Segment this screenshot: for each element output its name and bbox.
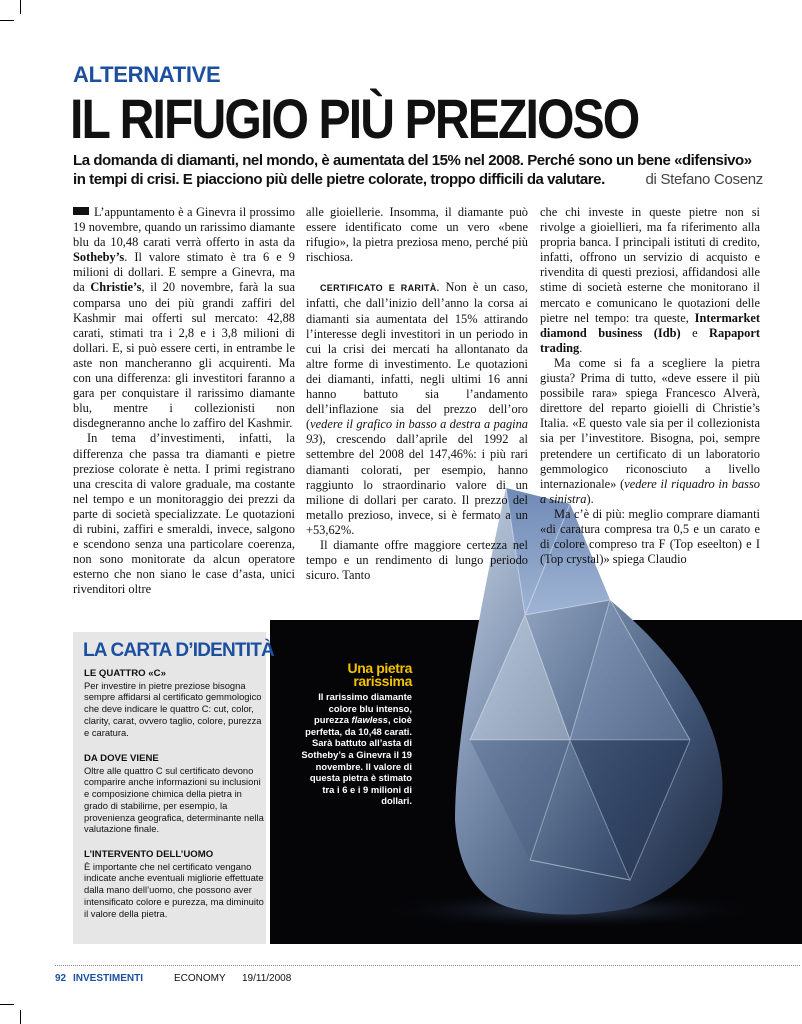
paragraph: Ma come si fa a scegliere la pietra giusta? Prima di tutto, «deve essere il più possibile rara» spiega Francesco Alverà, direttore del reparto gioielli di Christie’s Italia. «E questo vale sia per il collezionista sia per l’investitore. Bisogna, poi, sempre pretendere un certificato di un laboratorio gemmologico riconosciuto a livello internazionale» (vedere il riquadro in basso a sinistra). [540,355,760,506]
lead-square-icon [73,207,89,215]
sothebys-name: Sotheby’s [73,250,125,265]
footer-rule [55,965,800,966]
christies-name: Christie’s [90,280,142,295]
box-title: LA CARTA D’IDENTITÀ [83,640,274,661]
deck-line-1: La domanda di diamanti, nel mondo, è aumentata del 15% nel 2008. Perché sono un bene «difensivo» [73,152,752,169]
crop-mark [0,20,14,21]
paragraph: Ma c’è di più: meglio comprare diamanti «di caratura compresa tra 0,5 e un carato e di colore compreso tra F (Top eseelton) e I (Top crystal)» spiega Claudio [540,506,760,567]
box-section-four-c [84,668,264,738]
article-deck [73,151,763,189]
caption-text: Il rarissimo diamante colore blu intenso, purezza flawless, cioè perfetta, da 10,48 carati. Sarà battuto all’asta di Sotheby’s a Ginevra il 19 novembre. Il valore di questa pietra è stimato tra i 6 e i 9 milioni di dollari. [301,691,412,807]
paragraph: alle gioiellerie. Insomma, il diamante può essere identificato come un vero «bene rifugio», la pietra preziosa meno, perché più rischiosa. [306,205,528,265]
caption-title: Una pietra rarissima [347,660,412,689]
idb-name: Intermarket diamond business (Idb) [540,310,760,340]
box-section-text: Per investire in pietre preziose bisogna sempre affidarsi al certificato gemmologico che deve indicare le quattro C: cut, color, clarity, carat, ovvero taglio, colore, purezza e caratura. [84,679,262,738]
paragraph: In tema d’investimenti, infatti, la differenza che passa tra diamanti e pietre preziose colorate è netta. I primi registrano una crescita di valore graduale, ma costante nel tempo e un monitoraggio dei prezzi da parte di società specializzate. Le quotazioni di rubini, zaffiri e smeraldi, invece, salgono e scendono senza una particolare coerenza, non sono monitorate da alcun operatore esterno che non siano le case d’asta, unici rivenditori oltre [73,431,295,597]
byline: di Stefano Cosenz [645,171,763,188]
paragraph: L’appuntamento è a Ginevra il prossimo 19 novembre, quando un rarissimo diamante blu da 10,48 carati verrà offerto in asta da Sotheby’s. Il valore stimato è tra 6 e 9 milioni di dollari. E sempre a Ginevra, ma da Christie’s, il 20 novembre, farà la sua comparsa uno dei più grandi zaffiri del Kashmir mai offerti sul mercato: 42,88 carati, stimati tra i 2,8 e i 3,8 milioni di dollari. E, si può essere certi, in entrambe le aste non mancheranno gli acquirenti. Ma con una differenza: gli investitori faranno a gara per conquistare il rarissimo diamante blu, mentre i collezionisti non disdegneranno anche lo zaffiro del Kashmir. [73,205,295,431]
box-section-heading: DA DOVE VIENE [84,753,159,764]
footer-magazine: ECONOMY [174,973,226,984]
paragraph: CERTIFICATO E RARITÀ. Non è un caso, infatti, che dall’inizio dell’anno la corsa ai diamanti sia aumentata del 15% attirando l’interesse degli investitori in un periodo in cui la crisi dei mercati ha allontanato da altre forme di investimento. Le quotazioni dei diamanti, infatti, negli ultimi 16 anni hanno battuto sia l’andamento dell’inflazione sia del prezzo dell’oro (vedere il grafico in basso a destra a pagina 93), crescendo dall’aprile del 1992 al settembre del 2008 del 147,46%: i più rari diamanti colorati, per esempio, hanno raggiunto lo straordinario valore di un milione di dollari per carato. Il prezzo del metallo prezioso, invece, si è fermato a un +53,62%. [306,280,529,537]
page-number: 92 [55,973,67,984]
footer-date: 19/11/2008 [242,973,292,984]
deck-line-2: in tempi di crisi. E piacciono più delle pietre colorate, troppo difficili da valutare. [73,171,605,188]
text-column-3 [540,205,760,567]
photo-caption [300,662,412,807]
box-section-text: È importante che nel certificato vengano indicate anche eventuali migliorie effettuate dalla mano dell’uomo, che possono aver intensificato colore e purezza, ma diminuito il valore della pietra. [84,860,264,919]
box-section-heading: L’INTERVENTO DELL’UOMO [84,849,214,860]
article-headline: IL RIFUGIO PIÙ PREZIOSO [70,87,639,150]
text-column-1 [73,205,295,597]
section-kicker: ALTERNATIVE [73,62,221,87]
identity-card-box [73,632,274,944]
crop-mark [0,1004,14,1005]
box-section-text: Oltre alle quattro C sul certificato devono comparire anche informazioni su inclusioni e composizione chimica della pietra in grado di stabilirne, per esempio, la provenienza geografica, determinante nella valutazione finale. [84,764,264,835]
paragraph: che chi investe in queste pietre non si rivolge a gioiellieri, ma fa riferimento alla propria banca. I principali istituti di credito, infatti, offrono un servizio di acquisto e rivendita di questi preziosi, affidandosi alle stime di società esterne che monitorano il mercato e comunicano le quotazioni delle pietre nel tempo: tra queste, Intermarket diamond business (Idb) e Rapaport trading. [540,205,760,355]
rapaport-name: Rapaport trading [540,325,760,355]
italic-reference: vedere il riquadro in basso a sinistra [540,476,760,506]
box-section-heading: LE QUATTRO «C» [84,668,166,679]
paragraph: Il diamante offre maggiore certezza nel tempo e un rendimento di lungo periodo sicuro. Tanto [306,537,528,583]
italic-reference: vedere il grafico in basso a destra a pagina 93 [306,417,528,447]
run-in-heading: CERTIFICATO E RARITÀ. [320,283,440,294]
text-column-2 [306,205,528,583]
footer-section: INVESTIMENTI [73,973,144,984]
box-section-origin [84,753,264,835]
crop-mark [20,1010,21,1024]
crop-mark [20,0,21,14]
box-section-human [84,849,264,919]
